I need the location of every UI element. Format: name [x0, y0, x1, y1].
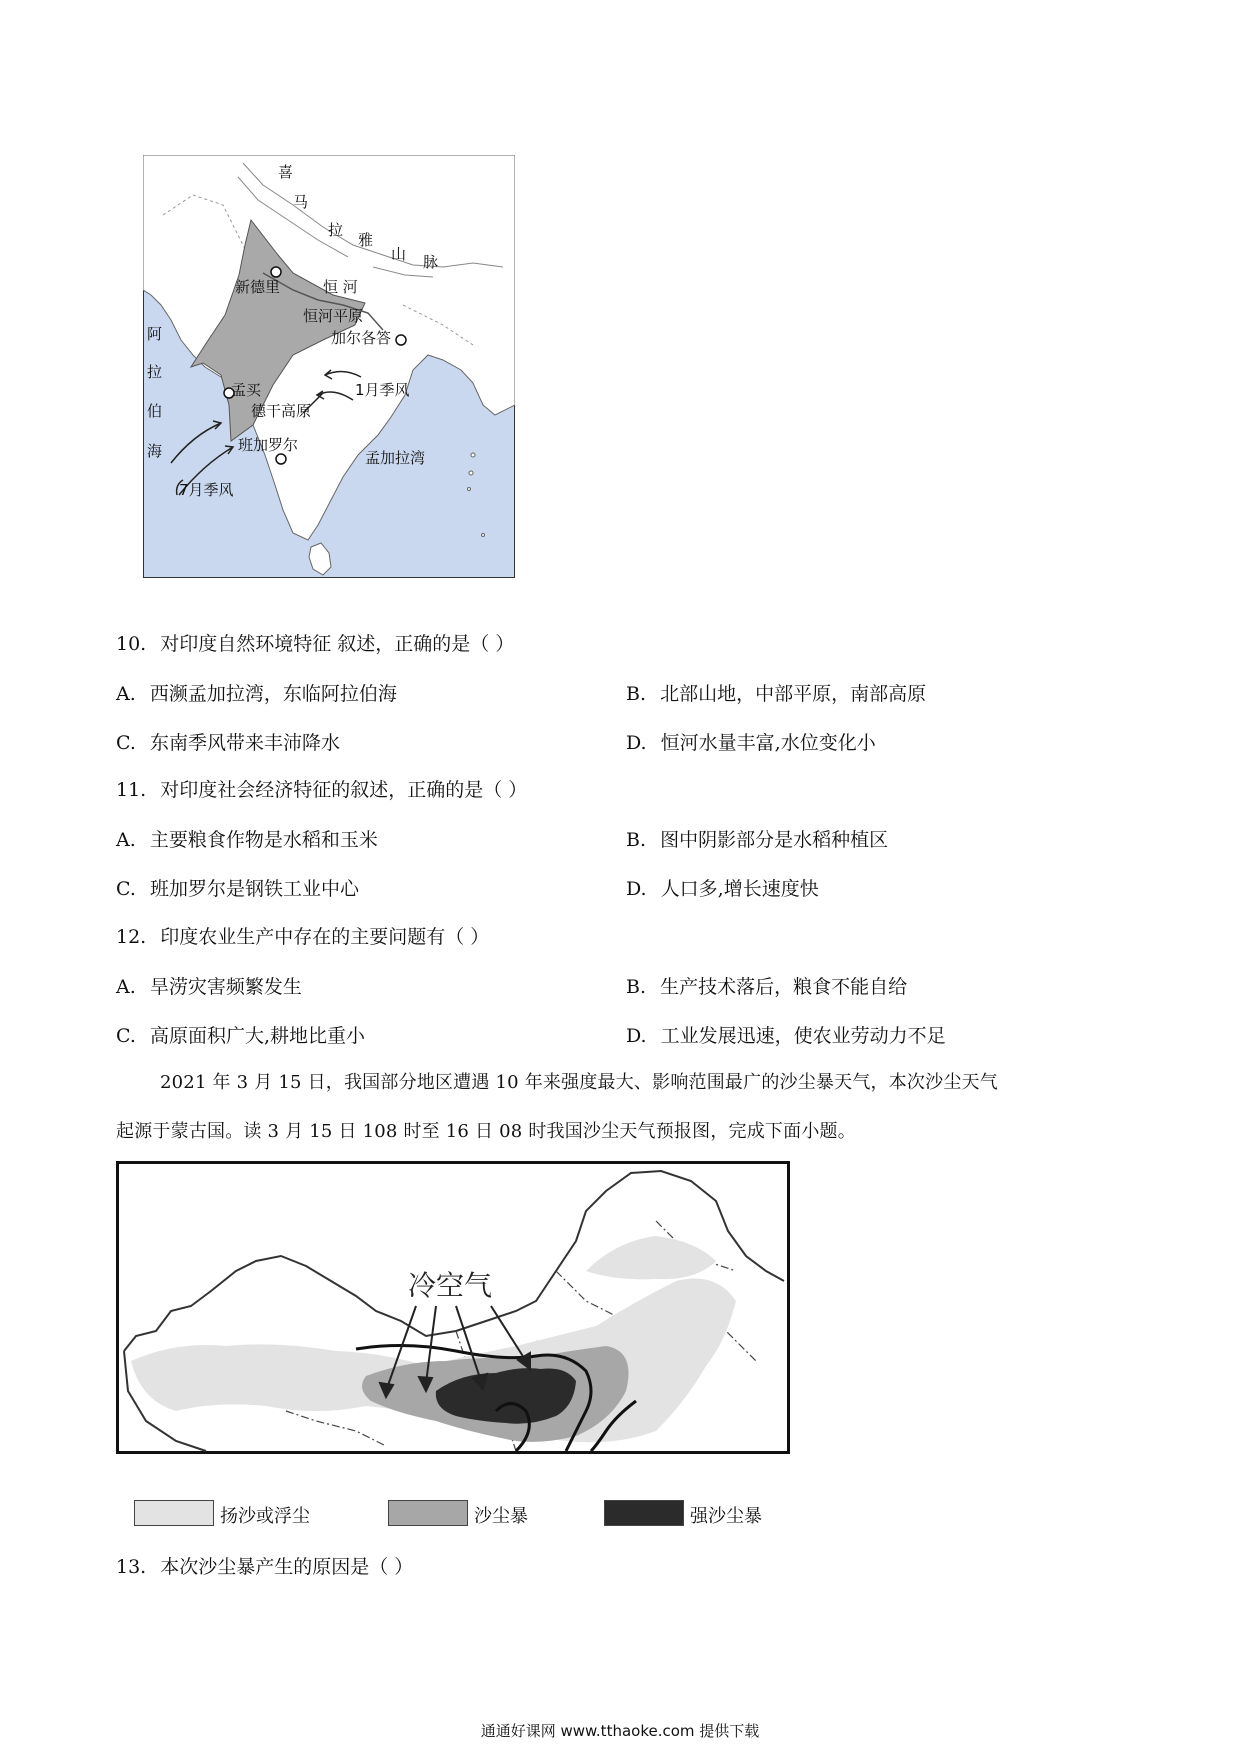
option-11b[interactable] [626, 828, 888, 852]
option-text: 工业发展迅速，使农业劳动力不足 [660, 1025, 946, 1047]
question-number: 12. [116, 926, 147, 948]
question-text: 对印度社会经济特征的叙述，正确的是（ ） [160, 779, 528, 801]
option-12c[interactable] [116, 1024, 365, 1048]
label-arabian-sea-2: 拉 [147, 363, 163, 381]
legend-swatch-light [134, 1500, 214, 1526]
option-letter: C. [116, 1025, 136, 1047]
label-arabian-sea-4: 海 [147, 442, 163, 460]
option-letter: B. [626, 976, 647, 998]
option-text: 西濒孟加拉湾，东临阿拉伯海 [149, 683, 397, 705]
option-10d[interactable] [626, 731, 876, 755]
question-11 [116, 778, 527, 802]
option-letter: B. [626, 829, 647, 851]
option-letter: B. [626, 683, 647, 705]
legend-label-light: 扬沙或浮尘 [220, 1506, 310, 1527]
question-12 [116, 925, 489, 949]
label-new-delhi: 新德里 [235, 278, 281, 296]
label-jan-monsoon: 1月季风 [355, 381, 410, 399]
option-10b[interactable] [626, 682, 926, 706]
label-himalaya-2: 马 [293, 193, 309, 211]
question-number: 13. [116, 1556, 147, 1578]
question-text: 对印度自然环境特征 叙述，正确的是（ ） [160, 633, 515, 655]
option-letter: A. [116, 976, 136, 998]
label-himalaya-4: 雅 [358, 231, 374, 249]
page-footer: 通通好课网 www.tthaoke.com 提供下载 [480, 1722, 760, 1740]
label-kolkata: 加尔各答 [331, 329, 392, 347]
label-ganges-river: 恒 河 [323, 278, 358, 296]
option-text: 东南季风带来丰沛降水 [149, 732, 340, 754]
question-number: 10. [116, 633, 147, 655]
option-text: 图中阴影部分是水稻种植区 [660, 829, 889, 851]
option-12d[interactable] [626, 1024, 946, 1048]
label-himalaya-5: 山 [391, 245, 407, 263]
question-text: 本次沙尘暴产生的原因是（ ） [160, 1556, 414, 1578]
option-letter: C. [116, 732, 136, 754]
question-13 [116, 1555, 413, 1579]
option-letter: C. [116, 878, 136, 900]
option-text: 生产技术落后，粮食不能自给 [660, 976, 908, 998]
option-text: 旱涝灾害频繁发生 [149, 976, 302, 998]
option-11a[interactable] [116, 828, 378, 852]
cold-air-label: 冷空气 [408, 1269, 493, 1302]
question-10 [116, 632, 514, 656]
option-text: 北部山地，中部平原，南部高原 [660, 683, 927, 705]
option-text: 人口多,增长速度快 [660, 878, 819, 900]
legend-label-medium: 沙尘暴 [474, 1506, 528, 1527]
label-himalaya-3: 拉 [328, 221, 344, 239]
option-10c[interactable] [116, 731, 340, 755]
option-text: 恒河水量丰富,水位变化小 [660, 732, 876, 754]
passage-line-1: 2021 年 3 月 15 日，我国部分地区遭遇 10 年来强度最大、影响范围最广的沙尘暴天气，本次沙尘天气 [160, 1072, 998, 1093]
option-12a[interactable] [116, 975, 302, 999]
option-letter: D. [626, 878, 647, 900]
label-deccan: 德干高原 [251, 402, 312, 420]
label-arabian-sea-3: 伯 [147, 402, 163, 420]
question-text: 印度农业生产中存在的主要问题有（ ） [160, 926, 490, 948]
option-text: 主要粮食作物是水稻和玉米 [149, 829, 378, 851]
label-arabian-sea-1: 阿 [147, 325, 163, 343]
option-11d[interactable] [626, 877, 819, 901]
passage-line-2: 起源于蒙古国。读 3 月 15 日 108 时至 16 日 08 时我国沙尘天气预报图，完成下面小题。 [116, 1121, 856, 1142]
label-mumbai: 孟买 [231, 381, 262, 399]
legend-swatch-medium [388, 1500, 468, 1526]
label-himalaya-1: 喜 [278, 163, 294, 181]
option-11c[interactable] [116, 877, 359, 901]
option-letter: D. [626, 732, 647, 754]
label-jul-monsoon: 7月季风 [179, 481, 234, 499]
option-10a[interactable] [116, 682, 397, 706]
option-letter: A. [116, 829, 136, 851]
legend-label-strong: 强沙尘暴 [690, 1506, 762, 1527]
label-himalaya-6: 脉 [423, 253, 439, 271]
label-bengaluru: 班加罗尔 [238, 436, 299, 454]
option-text: 班加罗尔是钢铁工业中心 [149, 878, 359, 900]
option-12b[interactable] [626, 975, 907, 999]
option-letter: D. [626, 1025, 647, 1047]
india-map [143, 155, 515, 578]
label-bay-of-bengal: 孟加拉湾 [365, 449, 426, 467]
question-number: 11. [116, 779, 147, 801]
legend-swatch-strong [604, 1500, 684, 1526]
option-text: 高原面积广大,耕地比重小 [149, 1025, 365, 1047]
option-letter: A. [116, 683, 136, 705]
label-ganges-plain: 恒河平原 [303, 307, 364, 325]
dust-storm-map [116, 1161, 790, 1533]
